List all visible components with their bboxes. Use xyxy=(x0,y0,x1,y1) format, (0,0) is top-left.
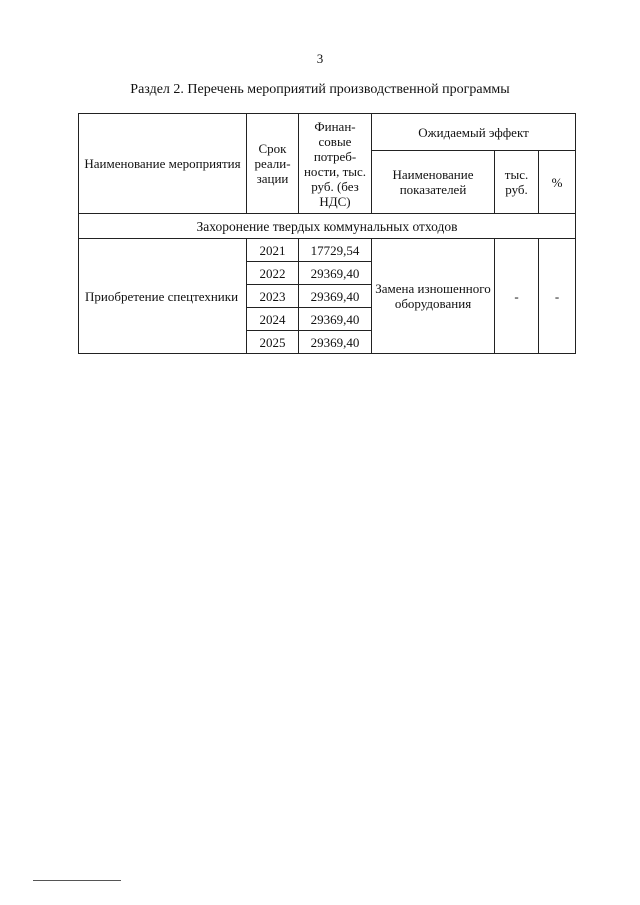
header-row-1 xyxy=(79,114,576,151)
section-title: Раздел 2. Перечень мероприятий производственной программы xyxy=(130,82,510,97)
header-thousand-rub: тыс. руб. xyxy=(495,151,539,214)
category-label: Захоронение твердых коммунальных отходов xyxy=(79,214,576,239)
effect-percent: - xyxy=(539,239,576,354)
amount-cell: 29369,40 xyxy=(299,285,372,308)
amount-cell: 29369,40 xyxy=(299,331,372,354)
year-cell: 2023 xyxy=(247,285,299,308)
header-indicator-name: Наименование показателей xyxy=(372,151,495,214)
page-number: 3 xyxy=(316,51,324,66)
category-row xyxy=(79,214,576,239)
header-percent: % xyxy=(539,151,576,214)
year-cell: 2025 xyxy=(247,331,299,354)
amount-cell: 29369,40 xyxy=(299,308,372,331)
amount-cell: 17729,54 xyxy=(299,239,372,262)
footnote-divider xyxy=(33,880,121,881)
year-cell: 2024 xyxy=(247,308,299,331)
activity-name: Приобретение спецтехники xyxy=(79,239,247,354)
header-finance: Финан-совые потреб-ности, тыс. руб. (без НДС) xyxy=(299,114,372,214)
effect-thousand-rub: - xyxy=(495,239,539,354)
indicator-name: Замена изношенного оборудования xyxy=(372,239,495,354)
table-row xyxy=(79,239,576,262)
year-cell: 2022 xyxy=(247,262,299,285)
year-cell: 2021 xyxy=(247,239,299,262)
header-activity-name: Наименование мероприятия xyxy=(79,114,247,214)
header-term: Срок реали-зации xyxy=(247,114,299,214)
amount-cell: 29369,40 xyxy=(299,262,372,285)
header-expected-effect: Ожидаемый эффект xyxy=(372,114,576,151)
production-programme-table xyxy=(78,113,576,354)
